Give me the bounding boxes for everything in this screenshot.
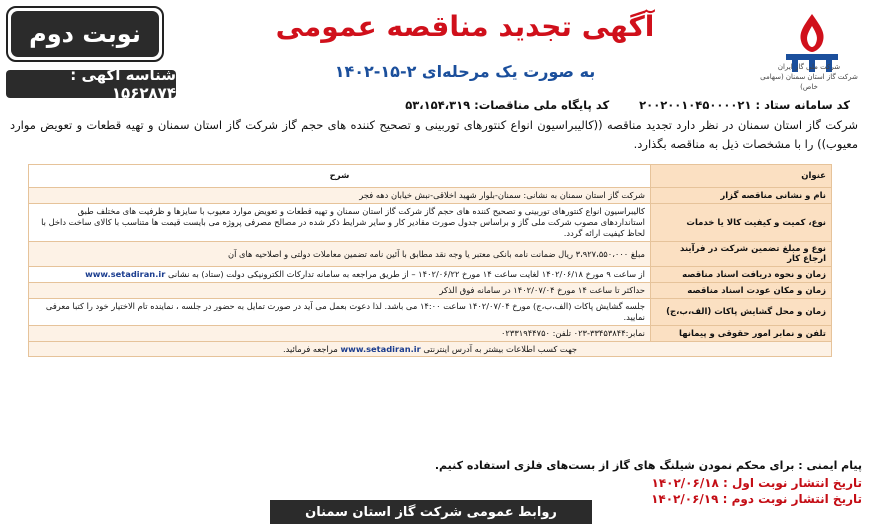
row-key: نام و نشانی مناقصه گزار: [651, 188, 832, 204]
row-value: [29, 267, 651, 283]
row-value: جلسه گشایش پاکات (الف،ب،ج) مورخ ۱۴۰۲/۰۷/۰۴ ساعت ۱۴:۰۰ می باشد. لذا دعوت بعمل می آید در صورت تمایل به حضور در جلسه ، نماینده تام الاختیار خود را کتبا معرفی نمایید.: [29, 299, 651, 326]
row-key: زمان و محل گشایش پاکات (الف،ب،ج): [651, 299, 832, 326]
logo-caption-line2: شرکت گاز استان سمنان (سهامی خاص): [760, 73, 858, 91]
row-value: نمابر:۳۳۴۵۳۸۴۴-۰۲۳ تلفن: ۰۲۳۳۱۹۴۴۷۵۰: [29, 326, 651, 342]
round-badge: [6, 6, 164, 62]
row-value: کالیبراسیون انواع کنتورهای توربینی و تصحیح کننده های حجم گاز شرکت گاز استان سمنان و تهیه قطعات و تعویض موارد معیوب با سایزها و ظرفیت های مختلف طبق استانداردهای مصوب شرکت ملی گاز و براساس جدول صورت مقادیر کار و سایر شرایط ذکر شده در مصالح مصرفی پروژه می بایست قیمت ها متناسب با کالای ساخت داخل با لحاظ کیفیت ارائه گردد.: [29, 204, 651, 242]
intro-paragraph: شرکت گاز استان سمنان در نظر دارد تجدید مناقصه ((کالیبراسیون انواع کنتورهای توربینی و تصحیح کننده های حجم گاز شرکت گاز استان سمنان و تهیه قطعات و تعویض موارد معیوب)) را با مشخصات ذیل به مناقصه بگذارد.: [10, 118, 858, 151]
table-header-row: [29, 165, 832, 188]
row-key: نوع، کمیت و کیفیت کالا یا خدمات: [651, 204, 832, 242]
row-key: نوع و مبلغ تضمین شرکت در فرآیند ارجاع کار: [651, 242, 832, 267]
table-header-title: عنوان: [651, 165, 832, 188]
safety-message: [10, 459, 862, 472]
table-footer-cell: [29, 342, 832, 357]
tender-details-table: [28, 164, 832, 357]
row-value-text: از ساعت ۹ مورخ ۱۴۰۲/۰۶/۱۸ لغایت ساعت ۱۴ مورخ ۱۴۰۲/۰۶/۲۲ – از طریق مراجعه به سامانه تدارکات الکترونیکی دولت (ستاد) به نشانی: [167, 269, 645, 279]
row-value: مبلغ ۳،۹۲۷،۵۵۰،۰۰۰ ریال ضمانت نامه بانکی معتبر یا وجه نقد مطابق با آئین نامه تضمین معاملات دولتی و اصلاحیه های آن: [29, 242, 651, 267]
codes-line: [300, 98, 850, 112]
safety-text: برای محکم نمودن شیلنگ های گاز از بست‌های فلزی استفاده کنیم.: [434, 459, 795, 472]
footer-prefix: جهت کسب اطلاعات بیشتر به آدرس اینترنتی: [423, 344, 578, 354]
row-key: تلفن و نمابر امور حقوقی و پیمانها: [651, 326, 832, 342]
setad-code: کد سامانه ستاد : ۲۰۰۲۰۰۱۰۴۵۰۰۰۰۲۱: [639, 98, 850, 112]
ad-number-badge: شناسه آگهی : ۱۵۶۲۸۷۴: [6, 70, 176, 98]
setadiran-link[interactable]: www.setadiran.ir: [85, 269, 166, 279]
table-row: [29, 326, 832, 342]
table-row: [29, 283, 832, 299]
round-badge-label: نوبت دوم: [11, 11, 159, 57]
row-key: زمان و مکان عودت اسناد مناقصه: [651, 283, 832, 299]
second-publication-date: تاریخ انتشار نوبت دوم : ۱۴۰۲/۰۶/۱۹: [651, 492, 862, 506]
first-publication-date: تاریخ انتشار نوبت اول : ۱۴۰۲/۰۶/۱۸: [651, 476, 862, 490]
footer-link[interactable]: www.setadiran.ir: [340, 344, 421, 354]
table-row: [29, 267, 832, 283]
logo-caption: [754, 62, 864, 92]
table-row: [29, 242, 832, 267]
table-row: [29, 188, 832, 204]
national-tender-code: کد پایگاه ملی مناقصات: ۵۳،۱۵۴،۳۱۹: [405, 98, 610, 112]
row-value: حداکثر تا ساعت ۱۴ مورخ ۱۴۰۲/۰۷/۰۴ در سامانه فوق الذکر: [29, 283, 651, 299]
row-key: زمان و نحوه دریافت اسناد مناقصه: [651, 267, 832, 283]
notice-subtitle: به صورت یک مرحله‌ای ۲-۱۵-۱۴۰۲: [334, 62, 596, 81]
footer-suffix: مراجعه فرمائید.: [282, 344, 338, 354]
notice-title: آگهی تجدید مناقصه عمومی: [275, 10, 655, 43]
public-relations-footer: روابط عمومی شرکت گاز استان سمنان: [270, 500, 592, 524]
row-value: شرکت گاز استان سمنان به نشانی: سمنان-بلوار شهید اخلاقی-نبش خیابان دهه فجر: [29, 188, 651, 204]
table-footer-row: [29, 342, 832, 357]
safety-label: پیام ایمنی :: [798, 459, 862, 472]
table-row: [29, 204, 832, 242]
table-header-description: شرح: [29, 165, 651, 188]
table-row: [29, 299, 832, 326]
logo-caption-line1: شرکت ملی گاز ایران: [777, 63, 841, 71]
